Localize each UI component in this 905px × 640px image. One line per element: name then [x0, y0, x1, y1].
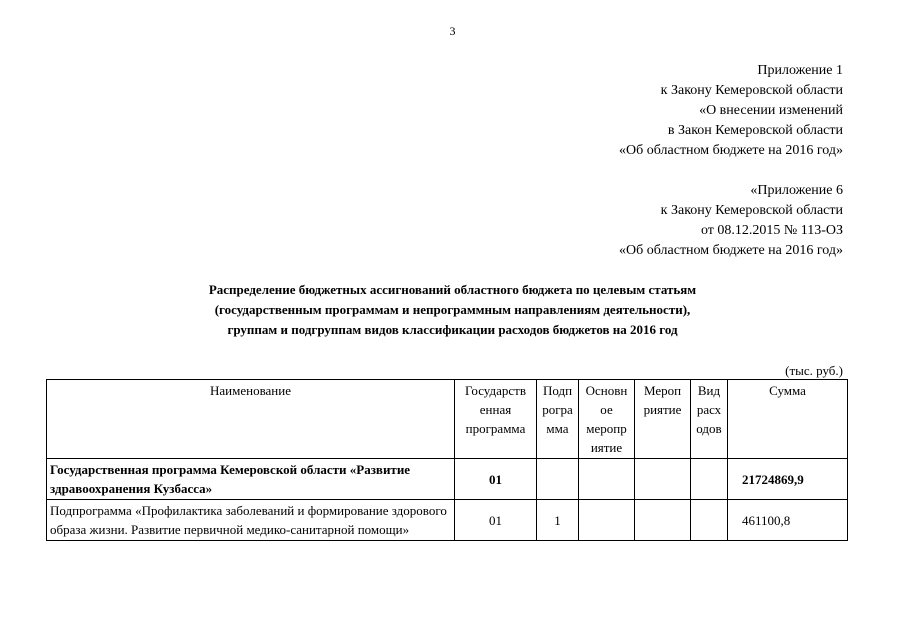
cell-program: 01 — [455, 500, 537, 541]
appendix-6-header — [619, 181, 843, 261]
cell-sum: 461100,8 — [728, 500, 848, 541]
table-header-row — [47, 380, 848, 459]
appendix-6-line: от 08.12.2015 № 113-ОЗ — [700, 223, 843, 238]
title-line: Распределение бюджетных ассигнований областного бюджета по целевым статьям — [208, 282, 697, 297]
page-number: 3 — [449, 24, 456, 38]
header-sum: Сумма — [728, 380, 848, 459]
appendix-6-line: «Приложение 6 — [750, 183, 843, 198]
cell-expense-type — [691, 459, 728, 500]
cell-activity — [635, 500, 691, 541]
cell-activity — [635, 459, 691, 500]
budget-table — [46, 379, 848, 541]
cell-expense-type — [691, 500, 728, 541]
cell-program: 01 — [455, 459, 537, 500]
header-expense-type: Вид расх одов — [691, 380, 728, 459]
cell-main-activity — [579, 500, 635, 541]
header-name: Наименование — [47, 380, 455, 459]
header-activity: Мероп риятие — [635, 380, 691, 459]
cell-main-activity — [579, 459, 635, 500]
appendix-1-line: в Закон Кемеровской области — [667, 123, 843, 138]
table-row — [47, 500, 848, 541]
cell-name: Подпрограмма «Профилактика заболеваний и формирование здорового образа жизни. Развитие первичной медико-санитарной помощи» — [47, 500, 455, 541]
appendix-6-line: «Об областном бюджете на 2016 год» — [619, 243, 843, 258]
appendix-1-line: «Об областном бюджете на 2016 год» — [619, 143, 843, 158]
appendix-1-line: к Закону Кемеровской области — [660, 83, 843, 98]
appendix-1-header — [619, 61, 843, 161]
table-row — [47, 459, 848, 500]
units-label: (тыс. руб.) — [785, 363, 843, 378]
cell-name: Государственная программа Кемеровской области «Развитие здравоохранения Кузбасса» — [47, 459, 455, 500]
header-subprogram: Подп рогра мма — [537, 380, 579, 459]
header-program: Государств енная программа — [455, 380, 537, 459]
cell-subprogram — [537, 459, 579, 500]
header-main-activity: Основн ое меропр иятие — [579, 380, 635, 459]
cell-sum: 21724869,9 — [728, 459, 848, 500]
title-line: (государственным программам и непрограммным направлениям деятельности), — [214, 302, 691, 317]
cell-subprogram: 1 — [537, 500, 579, 541]
appendix-1-line: Приложение 1 — [757, 63, 843, 78]
document-title — [0, 280, 905, 340]
title-line: группам и подгруппам видов классификации расходов бюджетов на 2016 год — [227, 322, 678, 337]
appendix-1-line: «О внесении изменений — [699, 103, 843, 118]
appendix-6-line: к Закону Кемеровской области — [660, 203, 843, 218]
